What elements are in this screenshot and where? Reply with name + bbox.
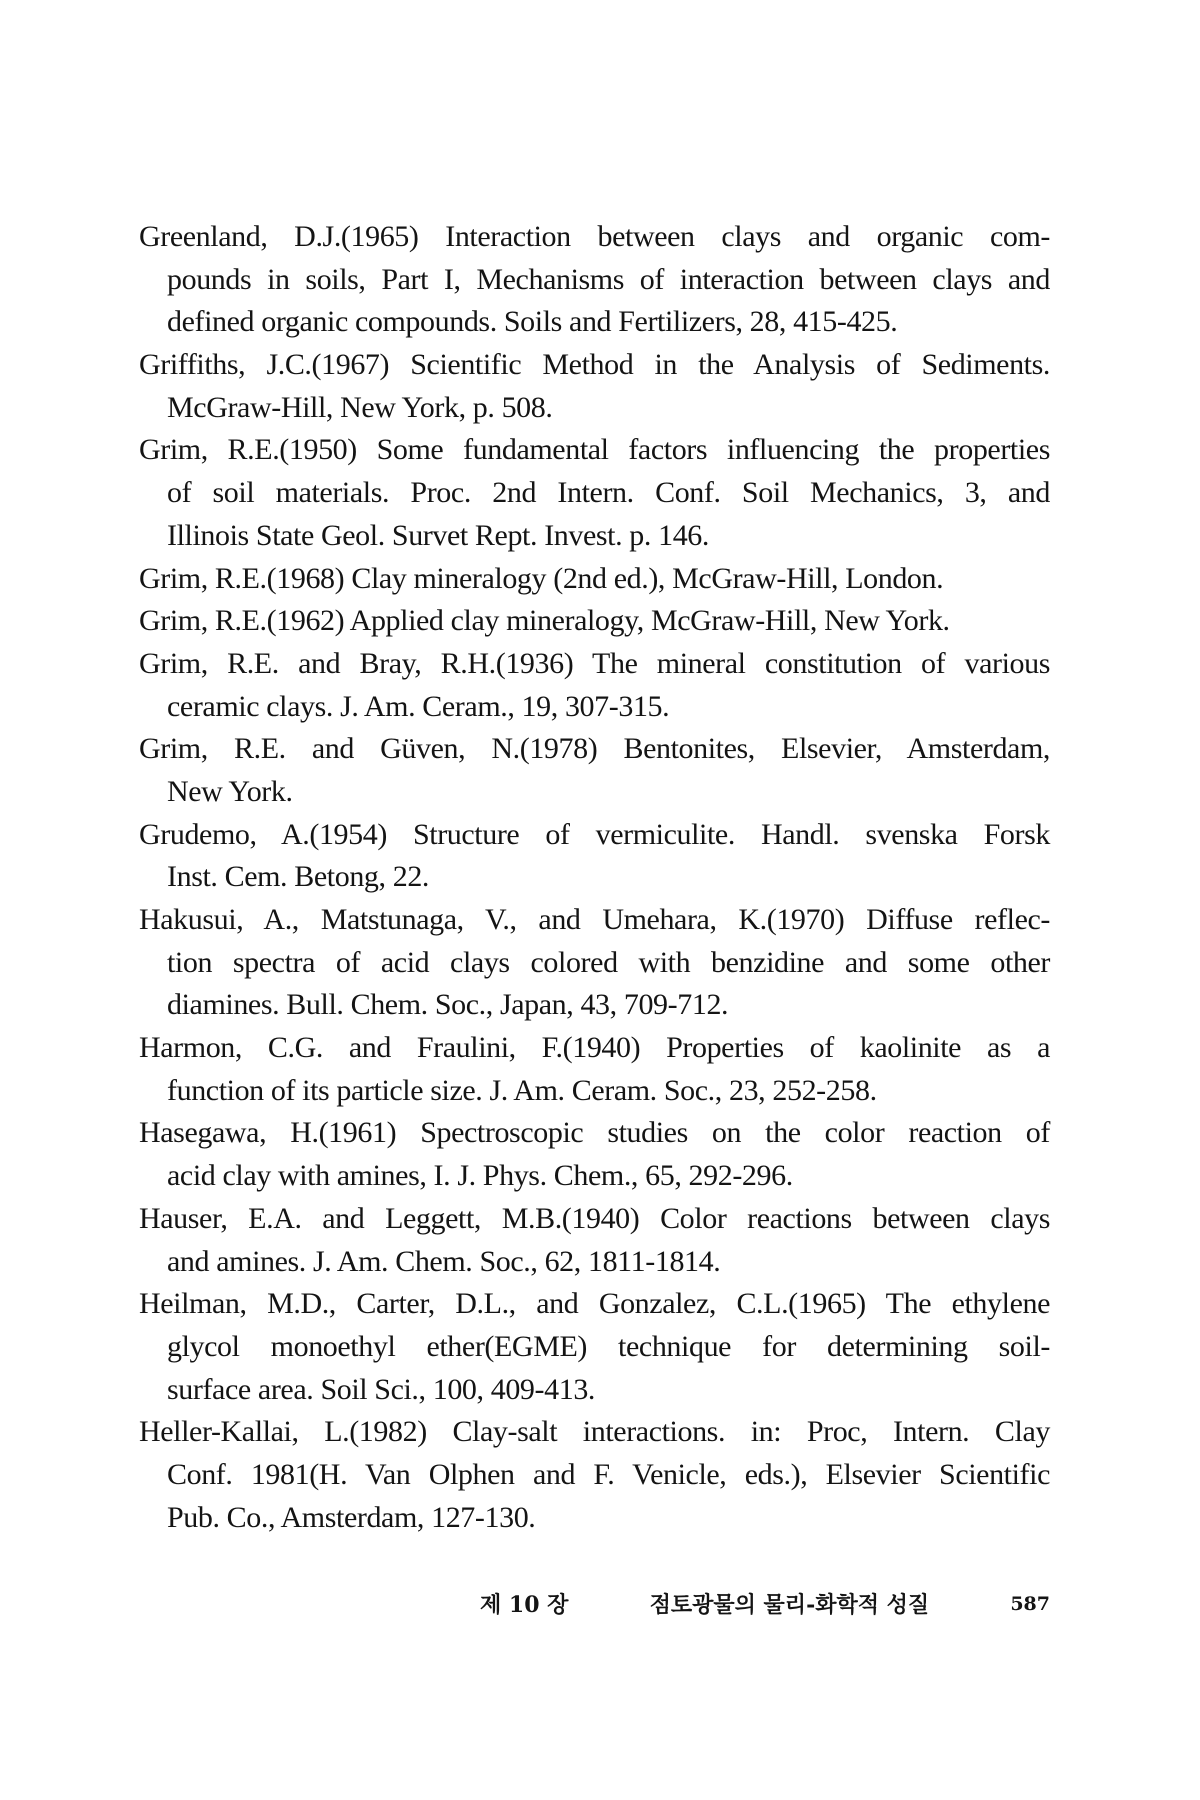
chapter-label: 제 10 장 [480,1592,569,1618]
reference-entry [139,216,1050,344]
reference-line: acid clay with amines, I. J. Phys. Chem., 65, 292-296. [167,1159,793,1193]
reference-line: tion spectra of acid clays colored with benzidine and some other [167,945,1050,979]
reference-line: Griffiths, J.C.(1967) Scientific Method in the Analysis of Sediments. [139,348,1050,382]
reference-line: Greenland, D.J.(1965) Interaction between clays and organic com- [139,220,1050,253]
reference-line: and amines. J. Am. Chem. Soc., 62, 1811-1814. [167,1244,721,1278]
reference-line: Heller-Kallai, L.(1982) Clay-salt interactions. in: Proc, Intern. Clay [139,1415,1050,1449]
reference-line: Illinois State Geol. Survet Rept. Invest. p. 146. [167,518,710,552]
reference-entry [139,429,1050,557]
reference-line: Inst. Cem. Betong, 22. [167,860,430,894]
reference-entry [139,899,1050,1027]
reference-line: McGraw-Hill, New York, p. 508. [167,390,553,424]
reference-line: Grim, R.E.(1950) Some fundamental factors influencing the properties [139,433,1050,467]
reference-line: Conf. 1981(H. Van Olphen and F. Venicle, eds.), Elsevier Scientific [167,1457,1050,1491]
reference-entry [139,558,1050,601]
reference-line: Grudemo, A.(1954) Structure of vermiculite. Handl. svenska Forsk [139,817,1050,851]
reference-line: Pub. Co., Amsterdam, 127-130. [167,1500,536,1534]
reference-entry [139,814,1050,899]
reference-list [139,216,1050,1539]
reference-entry [139,1411,1050,1539]
reference-line: diamines. Bull. Chem. Soc., Japan, 43, 709-712. [167,988,729,1022]
reference-line: function of its particle size. J. Am. Ceram. Soc., 23, 252-258. [167,1073,877,1107]
reference-entry [139,1198,1050,1283]
reference-line: of soil materials. Proc. 2nd Intern. Conf. Soil Mechanics, 3, and [167,476,1050,510]
reference-line: Hasegawa, H.(1961) Spectroscopic studies on the color reaction of [139,1116,1050,1150]
reference-line: Heilman, M.D., Carter, D.L., and Gonzalez, C.L.(1965) The ethylene [139,1287,1050,1321]
reference-line: Grim, R.E. and Güven, N.(1978) Bentonites, Elsevier, Amsterdam, [139,732,1050,766]
reference-entry [139,1112,1050,1197]
reference-line: Hauser, E.A. and Leggett, M.B.(1940) Color reactions between clays [139,1201,1050,1235]
reference-entry [139,1283,1050,1411]
reference-line: Grim, R.E.(1962) Applied clay mineralogy, McGraw-Hill, New York. [139,604,950,638]
reference-entry [139,643,1050,728]
reference-line: glycol monoethyl ether(EGME) technique for determining soil- [167,1329,1050,1363]
reference-line: New York. [167,774,293,808]
reference-entry [139,728,1050,813]
reference-line: Hakusui, A., Matstunaga, V., and Umehara, K.(1970) Diffuse reflec- [139,903,1050,936]
reference-line: Grim, R.E. and Bray, R.H.(1936) The mineral constitution of various [139,646,1050,680]
reference-line: pounds in soils, Part I, Mechanisms of interaction between clays and [167,262,1050,296]
page-footer [480,1588,1050,1619]
reference-line: ceramic clays. J. Am. Ceram., 19, 307-315. [167,689,670,723]
reference-line: Grim, R.E.(1968) Clay mineralogy (2nd ed.), McGraw-Hill, London. [139,561,944,595]
reference-entry [139,600,1050,643]
page-number: 587 [1010,1592,1050,1615]
chapter-title: 점토광물의 물리-화학적 성질 [649,1592,930,1618]
reference-entry [139,1027,1050,1112]
reference-line: Harmon, C.G. and Fraulini, F.(1940) Properties of kaolinite as a [139,1031,1050,1065]
reference-line: defined organic compounds. Soils and Fertilizers, 28, 415-425. [167,305,898,339]
reference-line: surface area. Soil Sci., 100, 409-413. [167,1372,596,1406]
reference-entry [139,344,1050,429]
